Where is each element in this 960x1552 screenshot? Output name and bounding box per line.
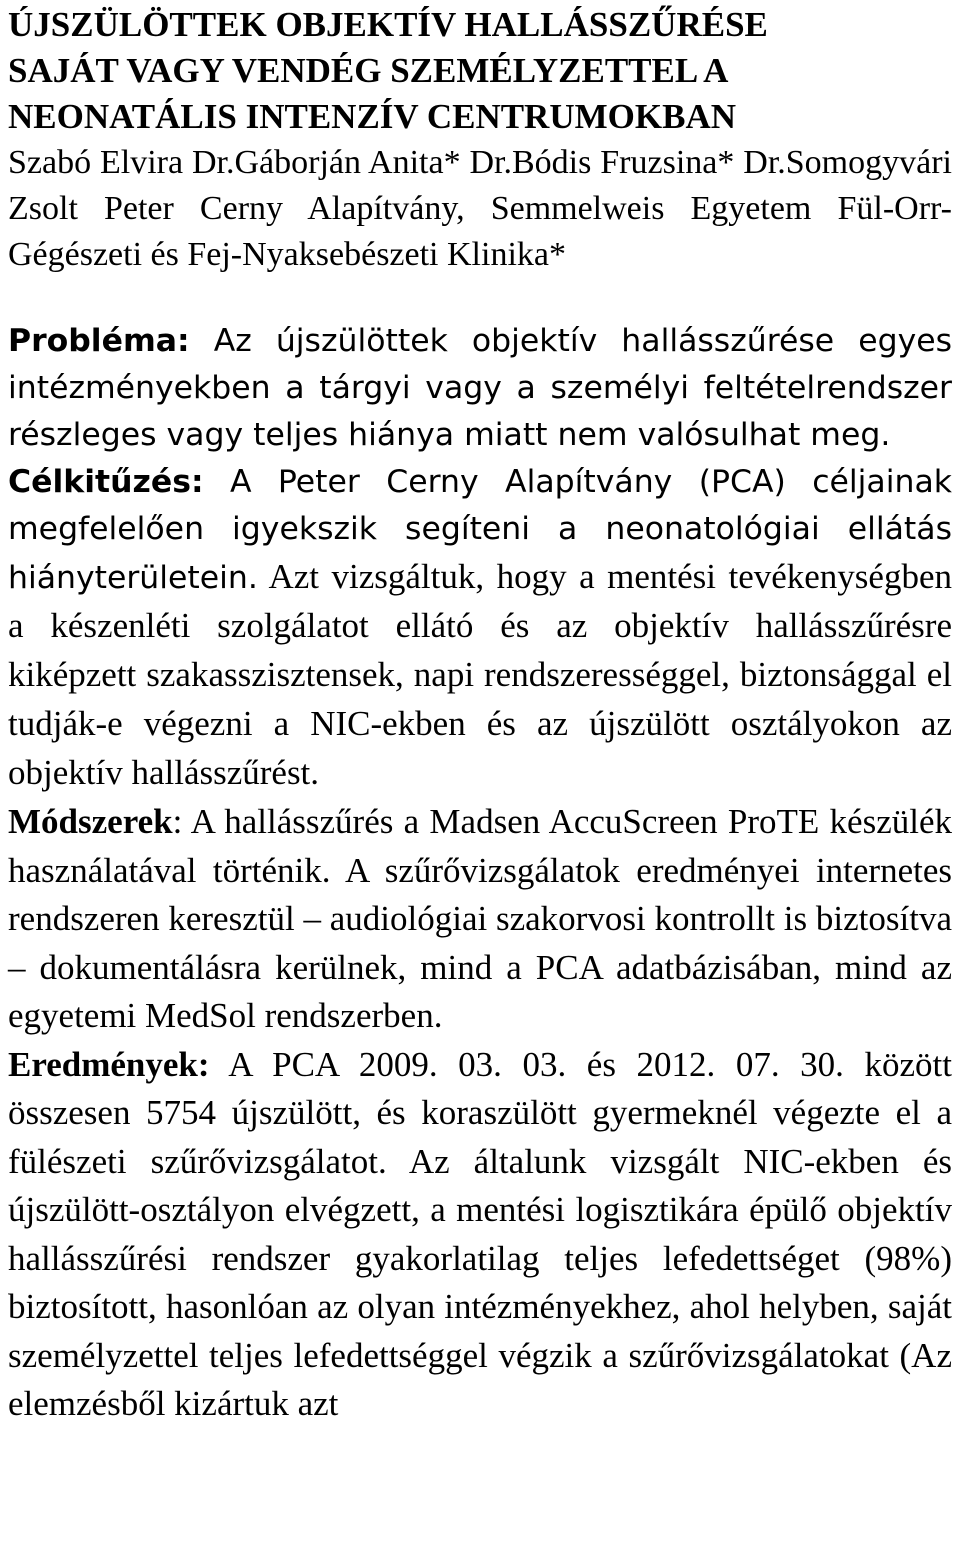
section-modszerek [8,798,952,1041]
authors-affiliation: Szabó Elvira Dr.Gáborján Anita* Dr.Bódis Fruzsina* Dr.Somogyvári Zsolt Peter Cerny Alapítvány, Semmelweis Egyetem Fül-Orr-Gégészeti és Fej-Nyaksebészeti Klinika* [8,144,952,273]
eredmenyek-label: Eredmények: [8,1044,210,1084]
document-title [8,0,952,140]
celkituzes-text: A Peter Cerny Alapítvány (PCA) céljainak megfelelően igyekszik segíteni a neonatológiai ellátás hiányterületein. [8,464,952,596]
section-celkituzes [8,459,952,798]
title-line-1: ÚJSZÜLÖTTEK OBJEKTÍV HALLÁSSZŰRÉSE [8,5,768,44]
problema-text: Az újszülöttek objektív hallásszűrése egyes intézményekben a tárgyi vagy a személyi feltételrendszer részleges vagy teljes hiánya miatt nem valósulhat meg. [8,323,952,453]
problema-label: Probléma: [8,323,190,359]
title-line-3: NEONATÁLIS INTENZÍV CENTRUMOKBAN [8,97,736,136]
modszerek-label: Módszerek [8,802,173,841]
modszerek-text: : A hallásszűrés a Madsen AccuScreen ProTE készülék használatával történik. A szűrővizsgálatok eredményei internetes rendszeren keresztül – audiológiai szakorvosi kontrollt is biztosítva – dokumentálásra kerülnek, mind a PCA adatbázisában, mind az egyetemi MedSol rendszerben. [8,802,952,1035]
section-eredmenyek [8,1041,952,1429]
title-line-2: SAJÁT VAGY VENDÉG SZEMÉLYZETTEL A [8,51,729,90]
eredmenyek-text: A PCA 2009. 03. 03. és 2012. 07. 30. között összesen 5754 újszülött, és koraszülött gyermeknél végezte el a fülészeti szűrővizsgálatot. Az általunk vizsgált NIC-ekben és újszülött-osztályon elvégzett, a mentési logisztikára épülő objektív hallásszűrési rendszer gyakorlatilag teljes lefedettséget (98%) biztosított, hasonlóan az olyan intézményekhez, ahol helyben, saját személyzettel teljes lefedettséggel végzik a szűrővizsgálatokat (Az elemzésből kizártuk azt [8,1044,952,1423]
spacer [8,278,952,318]
section-problema [8,318,952,459]
celkituzes-continuation: Azt vizsgáltuk, hogy a mentési tevékenységben a készenléti szolgálatot ellátó és az objektív hallásszűrésre kiképzett szakasszisztensek, napi rendszerességgel, biztonsággal el tudják-e végezni a NIC-ekben és az újszülött osztályokon az objektív hallásszűrést. [8,557,952,792]
celkituzes-label: Célkitűzés: [8,464,204,500]
